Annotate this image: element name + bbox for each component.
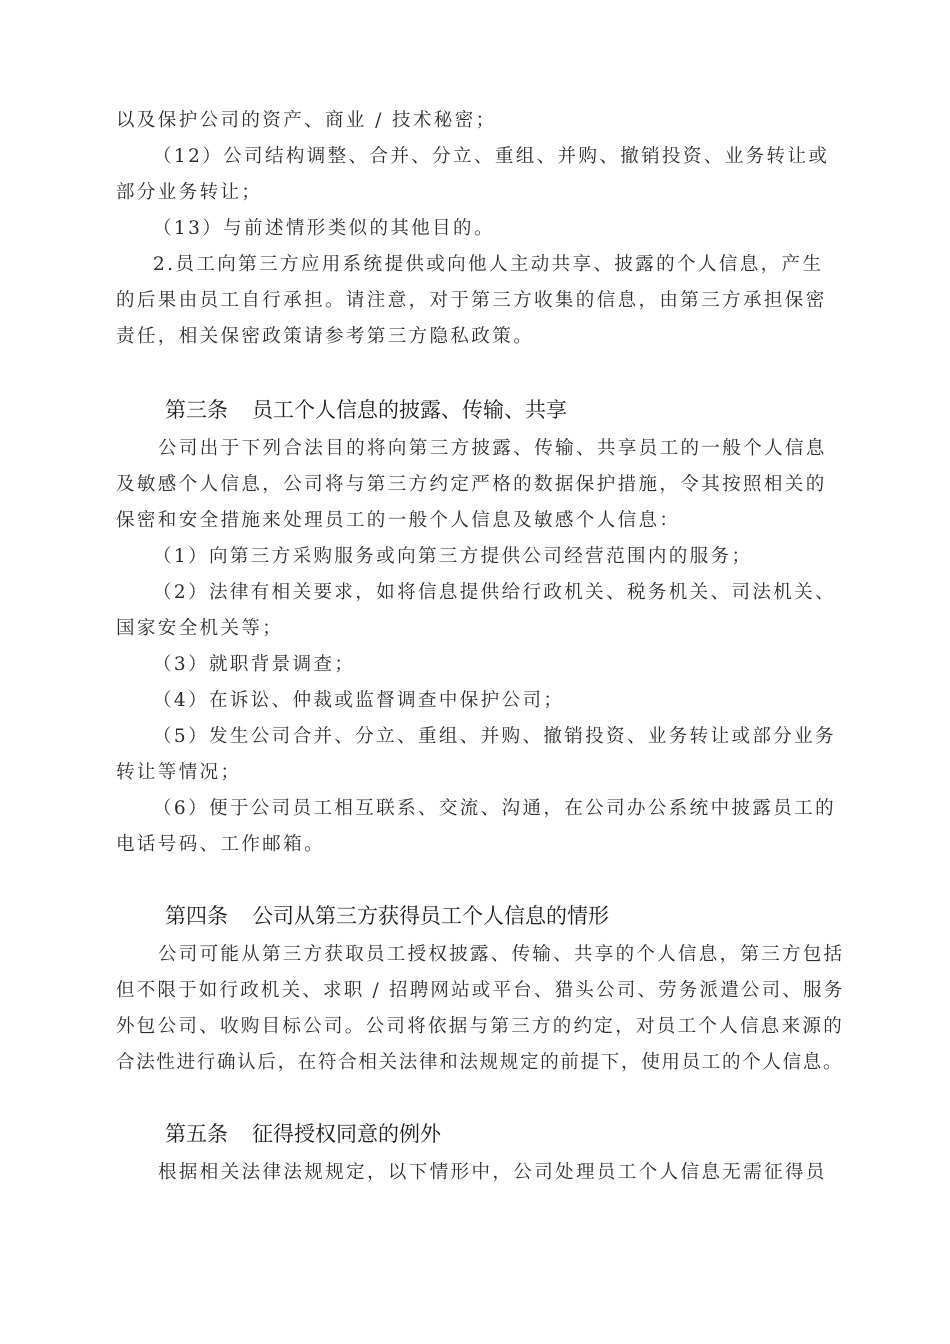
article-4-number: 第四条 <box>165 904 228 928</box>
paragraph-line: 公司出于下列合法目的将向第三方披露、传输、共享员工的一般个人信息 <box>158 438 827 459</box>
paragraph-line: 电话号码、工作邮箱。 <box>116 834 326 855</box>
paragraph-line: 2.员工向第三方应用系统提供或向他人主动共享、披露的个人信息，产生 <box>153 254 824 275</box>
paragraph-line: 外包公司、收购目标公司。公司将依据与第三方的约定，对员工个人信息来源的 <box>116 1016 845 1037</box>
paragraph-line: 及敏感个人信息，公司将与第三方约定严格的数据保护措施，令其按照相关的 <box>116 474 827 495</box>
article-5-heading <box>165 1120 441 1148</box>
list-item: （12）公司结构调整、合并、分立、重组、并购、撤销投资、业务转让或 <box>153 146 830 167</box>
paragraph-line: 部分业务转让； <box>116 182 263 203</box>
article-3-heading <box>165 396 567 424</box>
paragraph-line: 国家安全机关等； <box>116 618 284 639</box>
paragraph-line: 合法性进行确认后，在符合相关法律和法规规定的前提下，使用员工的个人信息。 <box>116 1052 844 1073</box>
paragraph-line: 责任，相关保密政策请参考第三方隐私政策。 <box>116 326 535 347</box>
article-3-number: 第三条 <box>165 398 228 422</box>
paragraph-line: 根据相关法律法规规定，以下情形中，公司处理员工个人信息无需征得员 <box>158 1162 827 1183</box>
paragraph-line: 公司可能从第三方获取员工授权披露、传输、共享的个人信息，第三方包括 <box>158 944 845 965</box>
article-3-title: 员工个人信息的披露、传输、共享 <box>252 398 567 422</box>
list-item: （6）便于公司员工相互联系、交流、沟通，在公司办公系统中披露员工的 <box>153 798 836 819</box>
paragraph-line: 但不限于如行政机关、求职 / 招聘网站或平台、猎头公司、劳务派遣公司、服务 <box>116 980 845 1001</box>
article-5-number: 第五条 <box>165 1122 228 1146</box>
list-item: （5）发生公司合并、分立、重组、并购、撤销投资、业务转让或部分业务 <box>153 726 836 747</box>
paragraph-line: 转让等情况； <box>116 762 242 783</box>
article-4-title: 公司从第三方获得员工个人信息的情形 <box>252 904 609 928</box>
list-item: （1）向第三方采购服务或向第三方提供公司经营范围内的服务； <box>153 546 753 567</box>
paragraph-line: 的后果由员工自行承担。请注意，对于第三方收集的信息，由第三方承担保密 <box>116 290 827 311</box>
list-item: （4）在诉讼、仲裁或监督调查中保护公司； <box>153 690 565 711</box>
list-item: （3）就职背景调查； <box>153 654 356 675</box>
article-4-heading <box>165 902 609 930</box>
paragraph-line: 保密和安全措施来处理员工的一般个人信息及敏感个人信息： <box>116 510 681 531</box>
paragraph-line: 以及保护公司的资产、商业 / 技术秘密； <box>116 110 497 131</box>
list-item: （2）法律有相关要求，如将信息提供给行政机关、税务机关、司法机关、 <box>153 582 836 603</box>
list-item: （13）与前述情形类似的其他目的。 <box>153 218 495 239</box>
article-5-title: 征得授权同意的例外 <box>252 1122 441 1146</box>
